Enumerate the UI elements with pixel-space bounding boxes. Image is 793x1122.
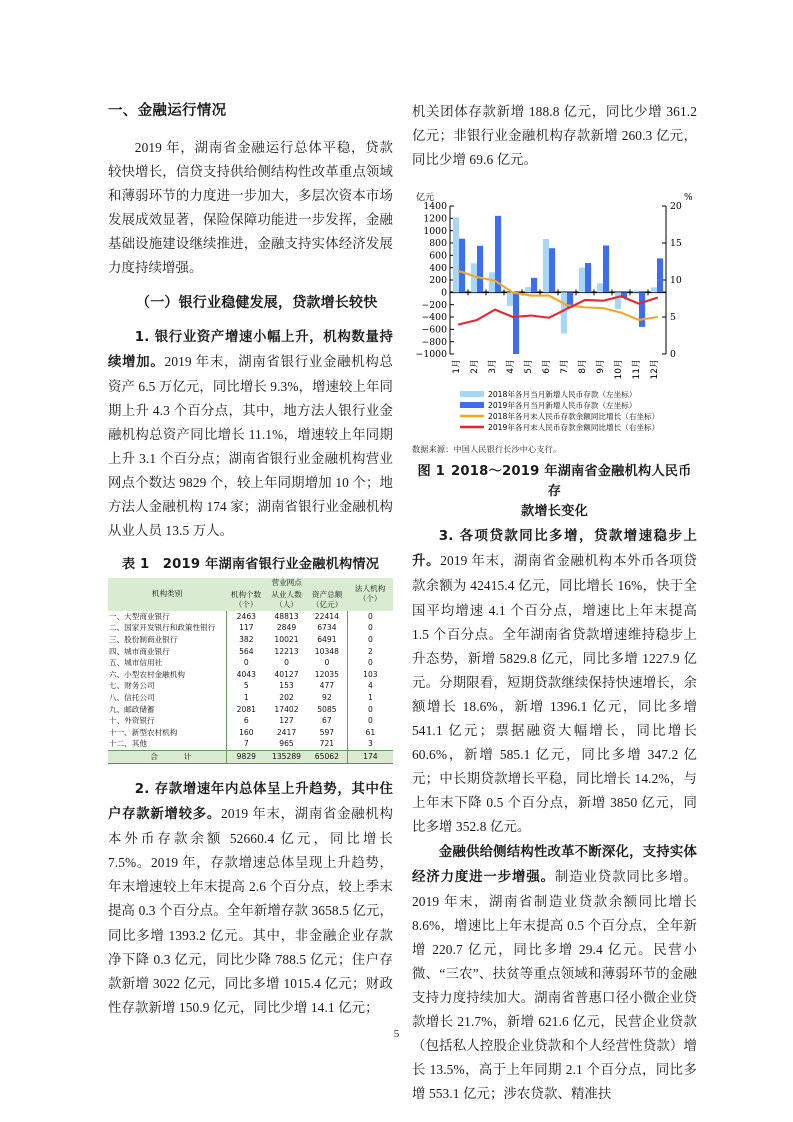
cell-assets: 597: [307, 727, 347, 739]
y-tick-label: 1400: [423, 201, 447, 213]
left-column: [108, 100, 393, 1020]
cell-category: 十一、新型农村机构: [108, 727, 226, 739]
spacer: [108, 764, 393, 777]
header-staff-line1: 从业人数: [271, 589, 302, 599]
cell-staff: 0: [266, 658, 307, 670]
legend-swatch-bar: [460, 391, 484, 397]
y2-tick-label: 15: [670, 238, 682, 250]
bar-2019: [639, 293, 645, 328]
cell-assets: 22414: [307, 611, 347, 623]
bar-2019: [585, 263, 591, 292]
cell-category: 合 计: [108, 751, 226, 764]
table-row: [108, 623, 393, 635]
x-tick-label: 8月: [578, 359, 588, 375]
x-tick-label: 10月: [614, 359, 624, 380]
cell-outlets: 2463: [226, 611, 266, 623]
cell-legal: 61: [347, 727, 393, 739]
cell-staff: 127: [266, 716, 307, 728]
bar-2019: [459, 239, 465, 293]
x-tick-label: 7月: [560, 359, 570, 375]
figure-label: 图 1: [417, 464, 446, 480]
header-group-outlets: 营业网点: [226, 578, 347, 590]
bar-2018: [651, 288, 657, 293]
item3-title: 3. 各项贷款同比多增，贷款增速稳步上升。: [412, 529, 697, 570]
cell-legal: 2: [347, 646, 393, 658]
cell-legal: 0: [347, 634, 393, 646]
cell-assets: 477: [307, 681, 347, 693]
cell-category: 九、邮政储蓄: [108, 704, 226, 716]
bar-2018: [525, 287, 531, 292]
cell-legal: 0: [347, 623, 393, 635]
cell-legal: 3: [347, 739, 393, 751]
chart-legend: [412, 388, 697, 438]
cell-legal: 4: [347, 681, 393, 693]
figure-caption-line2: 款增长变化: [521, 504, 588, 520]
x-tick-label: 9月: [596, 359, 606, 375]
cell-category: 十、外资银行: [108, 716, 226, 728]
x-tick-label: 11月: [632, 359, 642, 380]
cell-legal: 0: [347, 658, 393, 670]
cell-outlets: 0: [226, 658, 266, 670]
header-legal-institutions: [347, 578, 393, 612]
cell-staff: 12213: [266, 646, 307, 658]
cell-staff: 17402: [266, 704, 307, 716]
item1-title: 1. 银行业资产增速小幅上升，机构数量持续增加。: [108, 329, 393, 370]
cell-assets: 5085: [307, 704, 347, 716]
bar-2019: [513, 293, 519, 355]
item2-body: 2019 年末，湖南省金融机构本外币存款余额 52660.4 亿元，同比增长 7.5%。2019 年，存款增速总体呈现上升趋势，年末增速较上年末提高 2.6 个百分点，较上季末提高 0.3 个百分点。全年新增存款 3658.5 亿元，同比多增 1393.2 亿元。其中，非金融企业存款净下降 0.3 亿元，同比少降 788.5 亿元；住户存款新增 3022 亿元，同比多增 1015.4 亿元；财政性存款新增 150.9 亿元，同比少增 14.1 亿元；: [108, 806, 393, 1015]
table-row: [108, 692, 393, 704]
cell-outlets: 6: [226, 716, 266, 728]
cell-outlets: 7: [226, 739, 266, 751]
page-number: 5: [393, 1028, 400, 1040]
cell-category: 八、信托公司: [108, 692, 226, 704]
cell-outlets: 5: [226, 681, 266, 693]
legend-label: 2018年各月当月新增人民币存款（左坐标）: [488, 390, 637, 400]
cell-assets: 0: [307, 658, 347, 670]
intro-paragraph: 2019 年，湖南省金融运行总体平稳，贷款较快增长，信贷支持供给侧结构性改革重点领域和薄弱环节的力度进一步加大，多层次资本市场发展成效显著，保险保障功能进一步发挥，金融基础设施建设继续推进，金融支持实体经济发展力度持续增强。: [108, 140, 393, 276]
cell-staff: 40127: [266, 669, 307, 681]
header-assets: [307, 589, 347, 611]
right-column: [412, 100, 697, 1107]
bar-2019: [477, 246, 483, 293]
cell-assets: 12035: [307, 669, 347, 681]
header-assets-line1: 资产总额: [311, 589, 343, 599]
continuation-paragraph: 机关团体存款新增 188.8 亿元，同比少增 361.2 亿元；非银行业金融机构存款新增 260.3 亿元，同比少增 69.6 亿元。: [412, 104, 697, 168]
subsection-heading: （一）银行业稳健发展，贷款增长较快: [136, 294, 378, 311]
header-outlets-line2: （个）: [234, 600, 258, 610]
cell-outlets: 117: [226, 623, 266, 635]
legend-label: 2019年各月当月新增人民币存款（左坐标）: [488, 401, 637, 411]
cell-category: 三、股份制商业银行: [108, 634, 226, 646]
x-tick-label: 2月: [470, 359, 480, 375]
bar-2018: [561, 293, 567, 334]
y2-tick-label: 0: [670, 349, 676, 361]
item4-title: 金融供给侧结构性改革不断深化，支持实体经济力度进一步增强。: [412, 844, 697, 885]
table-row: [108, 704, 393, 716]
spacer: [108, 281, 393, 291]
cell-outlets: 382: [226, 634, 266, 646]
table-row: [108, 681, 393, 693]
y-tick-label: −1000: [415, 349, 447, 361]
cell-category: 六、小型农村金融机构: [108, 669, 226, 681]
table-row: [108, 611, 393, 623]
y-tick-label: −800: [421, 337, 447, 349]
bar-2018: [507, 293, 513, 307]
x-tick-label: 5月: [524, 359, 534, 375]
item4-body: 制造业贷款同比多增。2019 年末，湖南省制造业贷款余额同比增长 8.6%，增速比上年末提高 0.5 个百分点，全年新增 220.7 亿元，同比多增 29.4 亿元。民营小微、“三农”、扶贫等重点领域和薄弱环节的金融支持力度持续加大。湖南省普惠口径小微企业贷款增长 21.7%，新增 621.6 亿元，民营企业贷款（包括私人控股企业贷款和个人经营性贷款）增长 13.5%，高于上年同期 2.1 个百分点，同比多增 553.1 亿元；涉农贷款、精准扶: [412, 868, 698, 1102]
table-header: [108, 578, 393, 612]
y-tick-label: −200: [421, 300, 447, 312]
legend-swatch-bar: [460, 402, 484, 408]
spacer: [108, 315, 393, 325]
y-tick-label: −600: [421, 324, 447, 336]
x-tick-label: 6月: [542, 359, 552, 375]
cell-legal: 0: [347, 611, 393, 623]
y-tick-label: −400: [421, 312, 447, 324]
y2-tick-label: 10: [670, 275, 682, 287]
table-row: [108, 634, 393, 646]
table-row: [108, 727, 393, 739]
table-row: [108, 739, 393, 751]
legend-label: 2019年各月末人民币存款余额同比增长（右坐标）: [488, 423, 660, 433]
section-heading: 一、金融运行情况: [108, 103, 227, 119]
y2-tick-label: 5: [670, 312, 676, 324]
cell-staff: 2849: [266, 623, 307, 635]
cell-staff: 48813: [266, 611, 307, 623]
cell-staff: 2417: [266, 727, 307, 739]
cell-category: 十二、其他: [108, 739, 226, 751]
cell-legal: 103: [347, 669, 393, 681]
x-tick-label: 4月: [506, 359, 516, 375]
cell-outlets: 4043: [226, 669, 266, 681]
header-assets-line2: （亿元）: [311, 600, 343, 610]
cell-legal: 1: [347, 692, 393, 704]
table-row: [108, 658, 393, 670]
bar-2019: [531, 278, 537, 292]
bar-2019: [549, 249, 555, 293]
total-row: [108, 751, 393, 764]
cell-assets: 92: [307, 692, 347, 704]
y-tick-label: 400: [429, 263, 447, 275]
header-category: 机构类别: [108, 578, 226, 612]
y-tick-label: 1200: [423, 213, 447, 225]
cell-assets: 67: [307, 716, 347, 728]
cell-outlets: 2081: [226, 704, 266, 716]
cell-assets: 721: [307, 739, 347, 751]
chart-container: [412, 188, 697, 388]
figure-caption: [412, 462, 697, 522]
cell-staff: 153: [266, 681, 307, 693]
cell-outlets: 9829: [226, 751, 266, 764]
bar-2018: [633, 291, 639, 293]
bar-2018: [597, 284, 603, 293]
cell-assets: 6491: [307, 634, 347, 646]
item2-title: 2. 存款增速年内总体呈上升趋势，其中住户存款新增较多。: [108, 782, 393, 823]
cell-staff: 135289: [266, 751, 307, 764]
bar-2018: [615, 293, 621, 310]
cell-outlets: 564: [226, 646, 266, 658]
cell-legal: 174: [347, 751, 393, 764]
deposit-growth-chart: [412, 188, 697, 388]
bar-2018: [543, 239, 549, 292]
cell-assets: 10348: [307, 646, 347, 658]
cell-assets: 65062: [307, 751, 347, 764]
y-tick-label: 800: [429, 238, 447, 250]
cell-outlets: 1: [226, 692, 266, 704]
bar-2018: [579, 268, 585, 293]
table-header-row-1: [108, 578, 393, 590]
y2-tick-label: 20: [670, 201, 682, 213]
bar-2018: [453, 218, 459, 293]
header-outlets-line1: 机构个数: [230, 589, 262, 599]
header-legal-line1: 法人机构: [354, 583, 386, 593]
item3-paragraph: [412, 524, 697, 839]
header-legal-line2: （个）: [358, 594, 382, 604]
y-tick-label: 1000: [423, 226, 447, 238]
item1-paragraph: [108, 325, 393, 544]
x-tick-label: 3月: [488, 359, 498, 375]
item4-paragraph: [412, 840, 697, 1107]
chart-legend-svg: [412, 388, 697, 438]
cell-category: 二、国家开发银行和政策性银行: [108, 623, 226, 635]
y-axis-unit-label: 亿元: [416, 193, 435, 204]
figure-1: [412, 188, 697, 522]
cell-outlets: 160: [226, 727, 266, 739]
cell-category: 五、城市信用社: [108, 658, 226, 670]
y2-axis-unit-label: %: [684, 193, 693, 204]
cell-legal: 0: [347, 704, 393, 716]
cell-staff: 965: [266, 739, 307, 751]
chart-source-note: 数据来源：中国人民银行长沙中心支行。: [412, 444, 562, 455]
header-staff: [266, 589, 307, 611]
x-tick-label: 12月: [650, 359, 660, 380]
cell-staff: 10021: [266, 634, 307, 646]
bank-institutions-table: [108, 578, 393, 765]
figure-caption-line1: 2018～2019 年湖南省金融机构人民币存: [451, 464, 692, 500]
table-row: [108, 646, 393, 658]
item2-paragraph: [108, 777, 393, 1020]
table-caption: 表 1 2019 年湖南省银行业金融机构情况: [121, 556, 380, 572]
header-staff-line2: （人）: [275, 600, 298, 610]
y-tick-label: 600: [429, 250, 447, 262]
cell-category: 一、大型商业银行: [108, 611, 226, 623]
cell-staff: 202: [266, 692, 307, 704]
table-row: [108, 716, 393, 728]
y-tick-label: 200: [429, 275, 447, 287]
bar-2019: [657, 259, 663, 293]
table-body: [108, 611, 393, 763]
cell-legal: 0: [347, 716, 393, 728]
item3-body: 2019 年末，湖南省金融机构本外币各项贷款余额为 42415.4 亿元，同比增长 16%，快于全国平均增速 4.1 个百分点，增速比上年末提高 1.5 个百分点。全年湖南省贷款增速维持稳步上升态势，新增 5829.8 亿元，同比多增 1227.9 亿元。分期限看，短期贷款继续保持快速增长，余额增长 18.6%，新增 1396.1 亿元，同比多增 541.1 亿元；票据融资大幅增长，同比增长 60.6%，新增 585.1 亿元，同比多增 347.2 亿元；中长期贷款增长平稳，同比增长 14.2%，与上年末下降 0.5 个百分点，新增 3850 亿元，同比多增 352.8 亿元。: [412, 553, 697, 835]
table-row: [108, 669, 393, 681]
header-outlets: [226, 589, 266, 611]
bar-2018: [489, 273, 495, 293]
bar-2019: [603, 246, 609, 293]
cell-category: 七、财务公司: [108, 681, 226, 693]
y-tick-label: 0: [441, 287, 447, 299]
cell-assets: 6734: [307, 623, 347, 635]
legend-label: 2018年各月末人民币存款余额同比增长（右坐标）: [488, 412, 660, 422]
x-tick-label: 1月: [452, 359, 462, 375]
cell-category: 四、城市商业银行: [108, 646, 226, 658]
item1-body: 2019 年末，湖南省银行业金融机构总资产 6.5 万亿元，同比增长 9.3%，增速较上年同期上升 4.3 个百分点，其中，地方法人银行业金融机构总资产同比增长 11.1%，增速较上年同期上升 3.1 个百分点；湖南省银行业金融机构营业网点个数达 9829 个，较上年同期增加 10 个；地方法人金融机构 174 家；湖南省银行业金融机构从业人员 13.5 万人。: [108, 353, 394, 539]
